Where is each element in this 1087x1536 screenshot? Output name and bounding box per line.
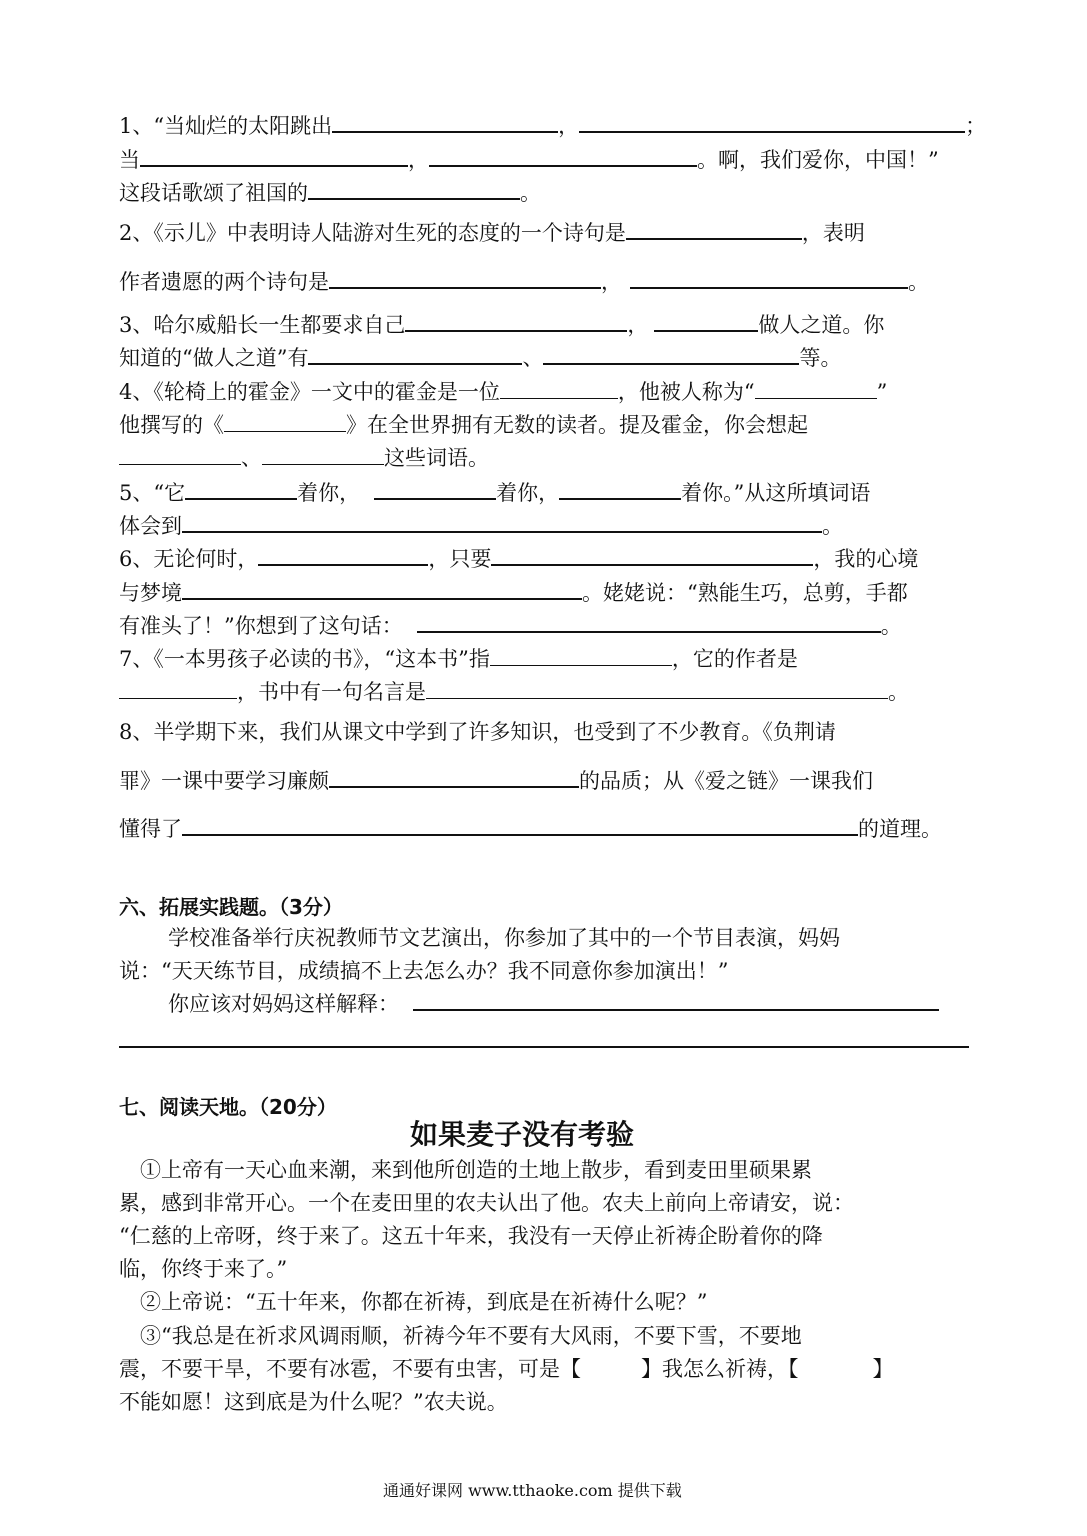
q6-line3 xyxy=(119,613,902,639)
q1-text-h: 。 xyxy=(520,181,541,205)
section-6-answer-line xyxy=(168,991,939,1017)
q1-text-a: 1、“当灿烂的太阳跳出 xyxy=(119,114,333,138)
blank[interactable] xyxy=(543,345,799,365)
q3-text-b: ， xyxy=(627,313,649,337)
blank[interactable] xyxy=(405,312,627,332)
blank[interactable] xyxy=(626,220,802,240)
blank[interactable] xyxy=(654,312,758,332)
q4-text-e: 》在全世界拥有无数的读者。提及霍金，你会想起 xyxy=(346,413,808,437)
blank[interactable] xyxy=(182,816,858,836)
q3-line2 xyxy=(119,345,841,371)
article-line-4: 临，你终于来了。” xyxy=(119,1257,288,1281)
q1-text-b: ， xyxy=(558,114,580,138)
blank[interactable] xyxy=(329,768,579,788)
q8-text-c: 的品质；从《爱之链》一课我们 xyxy=(579,769,873,793)
q6-text-e: 。姥姥说：“熟能生巧，总剪，手都 xyxy=(582,581,908,605)
article-line-2: 累，感到非常开心。一个在麦田里的农夫认出了他。农夫上前向上帝请安，说： xyxy=(119,1191,854,1215)
section-7-heading: 七、阅读天地。（20分） xyxy=(119,1095,337,1119)
blank[interactable] xyxy=(308,180,520,200)
blank[interactable] xyxy=(630,269,908,289)
q6-text-a: 6、无论何时， xyxy=(119,547,259,571)
q6-text-g: 。 xyxy=(880,614,902,638)
article-line-1: ①上帝有一天心血来潮，来到他所创造的土地上散步，看到麦田里硕果累 xyxy=(140,1158,812,1182)
answer-line[interactable] xyxy=(119,1046,969,1048)
blank[interactable] xyxy=(308,345,522,365)
article-line-7-b: 】我怎么祈祷，【 xyxy=(641,1357,799,1381)
q2-line2 xyxy=(119,269,929,295)
blank[interactable] xyxy=(119,446,241,465)
q3-text-a: 3、哈尔威船长一生都要求自己 xyxy=(119,313,406,337)
blank[interactable] xyxy=(224,413,346,432)
blank[interactable] xyxy=(332,113,558,133)
article-line-5: ②上帝说：“五十年来，你都在祈祷，到底是在祈祷什么呢？” xyxy=(140,1290,708,1314)
q2-text-c: 作者遗愿的两个诗句是 xyxy=(119,270,329,294)
q8-text-d: 懂得了 xyxy=(119,817,182,841)
q2-text-a: 2、《示儿》中表明诗人陆游对生死的态度的一个诗句是 xyxy=(119,221,626,245)
section-6-heading: 六、拓展实践题。（3分） xyxy=(119,895,343,919)
blank[interactable] xyxy=(429,147,697,167)
q8-text-e: 的道理。 xyxy=(858,817,942,841)
q1-text-g: 这段话歌颂了祖国的 xyxy=(119,181,308,205)
q5-text-e: 体会到 xyxy=(119,514,182,538)
q1-text-f: 。啊，我们爱你，中国！” xyxy=(697,148,939,172)
section-6-paragraph-1: 学校准备举行庆祝教师节文艺演出，你参加了其中的一个节目表演，妈妈 xyxy=(168,926,840,950)
blank[interactable] xyxy=(579,113,965,133)
q3-text-c: 做人之道。你 xyxy=(758,313,885,337)
q5-line1 xyxy=(119,480,870,506)
blank[interactable] xyxy=(182,580,582,600)
q4-text-c: ” xyxy=(876,380,888,404)
q6-text-d: 与梦境 xyxy=(119,581,182,605)
article-line-3: “仁慈的上帝呀，终于来了。这五十年来，我没有一天停止祈祷企盼着你的降 xyxy=(119,1224,823,1248)
blank[interactable] xyxy=(426,680,888,699)
answer-blank[interactable] xyxy=(413,991,939,1011)
q4-text-b: ，他被人称为“ xyxy=(617,380,755,404)
article-title: 如果麦子没有考验 xyxy=(410,1118,635,1151)
q5-text-c: 着你， xyxy=(496,481,560,505)
article-line-8: 不能如愿！这到底是为什么呢？”农夫说。 xyxy=(119,1390,508,1414)
blank[interactable] xyxy=(500,380,618,399)
q8-text-b: 罪》一课中要学习廉颇 xyxy=(119,769,329,793)
q8-text-a: 8、半学期下来，我们从课文中学到了许多知识，也受到了不少教育。《负荆请 xyxy=(119,720,836,744)
q8-line3 xyxy=(119,816,942,842)
q3-text-e: 、 xyxy=(522,346,544,370)
q6-text-f: 有准头了！”你想到了这句话： xyxy=(119,614,403,638)
q3-text-f: 等。 xyxy=(799,346,842,370)
blank[interactable] xyxy=(490,647,672,666)
q6-line1 xyxy=(119,546,918,572)
blank[interactable] xyxy=(559,480,681,500)
blank[interactable] xyxy=(329,269,601,289)
q4-text-f: 、 xyxy=(241,446,262,470)
q1-line1 xyxy=(119,113,986,139)
footer-credit: 通通好课网 www.tthaoke.com 提供下载 xyxy=(383,1481,682,1500)
blank[interactable] xyxy=(417,613,881,633)
q2-text-d: ， xyxy=(601,270,622,294)
q1-text-e: ， xyxy=(408,148,429,172)
q5-text-d: 着你。”从这所填词语 xyxy=(681,481,871,505)
q8-line2 xyxy=(119,768,873,794)
blank[interactable] xyxy=(119,680,237,699)
q7-text-b: ，它的作者是 xyxy=(671,647,798,671)
q2-text-e: 。 xyxy=(908,270,929,294)
article-line-6: ③“我总是在祈求风调雨顺，祈祷今年不要有大风雨，不要下雪，不要地 xyxy=(140,1324,802,1348)
article-line-7-c: 】 xyxy=(872,1357,894,1381)
q1-line2 xyxy=(119,147,939,173)
q5-text-a: 5、“它 xyxy=(119,481,186,505)
q2-line1 xyxy=(119,220,865,246)
q5-text-b: 着你， xyxy=(297,481,361,505)
q7-text-a: 7、《一本男孩子必读的书》，“这本书”指 xyxy=(119,647,490,671)
q6-line2 xyxy=(119,580,908,606)
q4-text-g: 这些词语。 xyxy=(384,446,489,470)
q7-line2 xyxy=(119,679,909,705)
blank[interactable] xyxy=(374,480,496,500)
blank[interactable] xyxy=(185,480,297,500)
q5-text-f: 。 xyxy=(822,514,843,538)
section-6-prompt: 你应该对妈妈这样解释： xyxy=(168,992,399,1016)
q3-text-d: 知道的“做人之道”有 xyxy=(119,346,309,370)
q4-line3 xyxy=(119,445,489,471)
article-line-7 xyxy=(119,1356,894,1382)
q2-text-b: ，表明 xyxy=(801,221,865,245)
q8-line1 xyxy=(119,719,836,745)
blank[interactable] xyxy=(755,380,877,399)
article-line-7-a: 震，不要干旱，不要有冰雹，不要有虫害，可是【 xyxy=(119,1357,581,1381)
q7-text-d: 。 xyxy=(888,680,909,704)
blank[interactable] xyxy=(262,446,384,465)
section-6-paragraph-2: 说：“天天练节目，成绩搞不上去怎么办？我不同意你参加演出！” xyxy=(119,959,729,983)
q6-text-b: ，只要 xyxy=(428,547,492,571)
q6-text-c: ，我的心境 xyxy=(813,547,919,571)
q7-line1 xyxy=(119,646,798,672)
q3-line1 xyxy=(119,312,884,338)
q4-line2 xyxy=(119,412,808,438)
q5-line2 xyxy=(119,513,843,539)
blank[interactable] xyxy=(491,546,813,566)
blank[interactable] xyxy=(140,147,408,167)
q4-text-a: 4、《轮椅上的霍金》一文中的霍金是一位 xyxy=(119,380,500,404)
blank[interactable] xyxy=(182,513,822,533)
q4-text-d: 他撰写的《 xyxy=(119,413,224,437)
q4-line1 xyxy=(119,379,887,405)
q1-line3 xyxy=(119,180,541,206)
q1-text-d: 当 xyxy=(119,148,140,172)
q1-text-c: ； xyxy=(965,114,987,138)
q7-text-c: ，书中有一句名言是 xyxy=(237,680,426,704)
blank[interactable] xyxy=(258,546,428,566)
